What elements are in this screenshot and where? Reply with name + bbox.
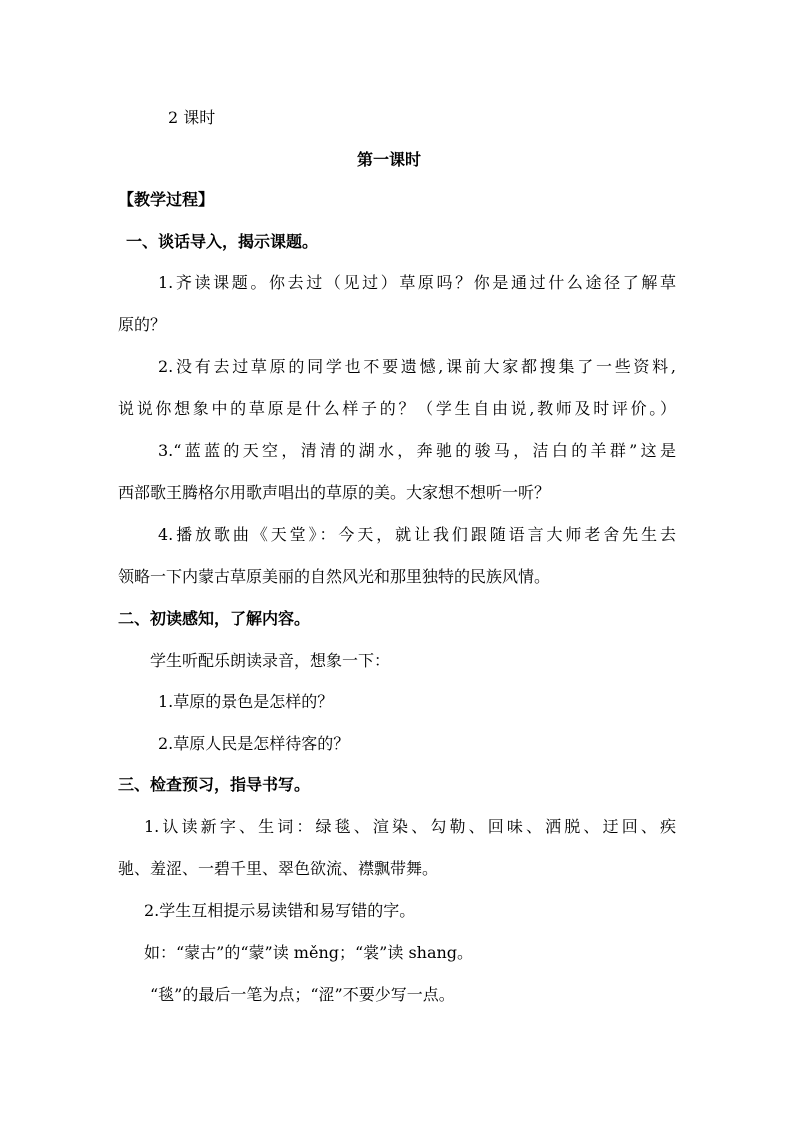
paragraph-line: 1.齐读课题。你去过（见过）草原吗？你是通过什么途径了解草 [158,273,676,292]
lesson-count: 2 课时 [168,108,216,127]
paragraph-line: 学生听配乐朗读录音，想象一下： [150,651,391,670]
part2-heading: 二、初读感知，了解内容。 [118,609,311,628]
paragraph-line: 2.学生互相提示易读错和易写错的字。 [144,901,416,920]
paragraph-line: 4.播放歌曲《天堂》：今天，就让我们跟随语言大师老舍先生去 [158,525,676,544]
paragraph-line: 领略一下内蒙古草原美丽的自然风光和那里独特的民族风情。 [118,567,551,586]
paragraph-line: 原的？ [118,315,167,334]
paragraph-line: 1.认读新字、生词：绿毯、渲染、勾勒、回味、洒脱、迂回、疾 [144,817,676,836]
part1-heading: 一、谈话导入，揭示课题。 [126,232,319,251]
section-title: 第一课时 [357,150,422,169]
paragraph-line: 如：“蒙古”的“蒙”读 měng；“裳”读 shang。 [144,943,474,962]
paragraph-line: 1.草原的景色是怎样的？ [158,692,334,711]
paragraph-line: 说说你想象中的草原是什么样子的？（学生自由说,教师及时评价。） [118,399,676,418]
paragraph-line: 西部歌王腾格尔用歌声唱出的草原的美。大家想不想听一听？ [118,483,551,502]
process-heading: 【教学过程】 [118,190,215,209]
paragraph-line: 驰、羞涩、一碧千里、翠色欲流、襟飘带舞。 [118,859,439,878]
paragraph-line: 3.“蓝蓝的天空，清清的湖水，奔驰的骏马，洁白的羊群”这是 [158,441,676,460]
paragraph-line: 2.草原人民是怎样待客的？ [158,734,350,753]
paragraph-line: 2.没有去过草原的同学也不要遗憾,课前大家都搜集了一些资料, [158,357,676,376]
paragraph-line: “毯”的最后一笔为点；“涩”不要少写一点。 [150,985,455,1004]
part3-heading: 三、检查预习，指导书写。 [118,775,311,794]
